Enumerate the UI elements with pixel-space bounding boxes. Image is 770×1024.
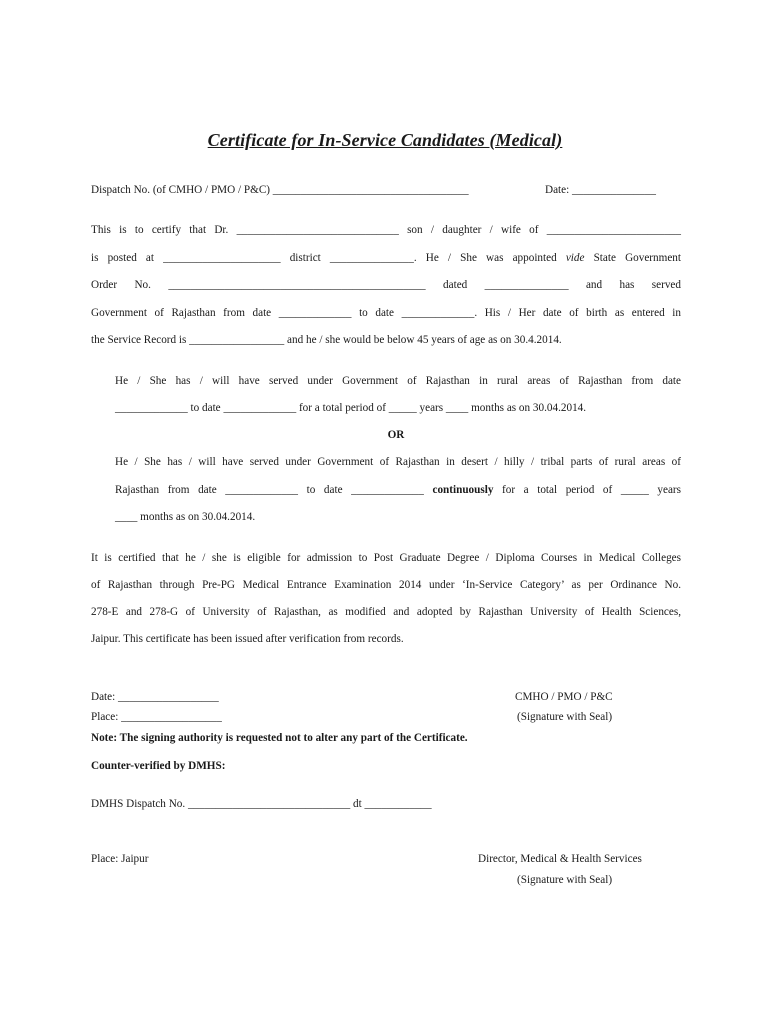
- dmhs-dispatch-line: DMHS Dispatch No. _____________________________ dt ____________: [91, 798, 432, 810]
- sign1-seal: (Signature with Seal): [517, 711, 613, 723]
- sign1-date: Date: __________________: [91, 691, 219, 703]
- desert-continuously: continuously: [432, 484, 494, 496]
- para2-line4: Jaipur. This certificate has been issued after verification from records.: [91, 633, 404, 645]
- counter-verified-heading: Counter-verified by DMHS:: [91, 760, 226, 772]
- para1-line2: [91, 251, 681, 265]
- desert-line2-text: Rajasthan from date _____________ to date _____________: [115, 484, 433, 496]
- para1-line2-text: is posted at _____________________ district _______________. He / She was appointed: [91, 252, 566, 264]
- para1-line2-tail: State Government: [584, 252, 681, 264]
- para1-line1: This is to certify that Dr. _____________________________ son / daughter / wife of ________________________: [91, 224, 681, 236]
- rural-line2: _____________ to date _____________ for a total period of _____ years ____ months as on 30.04.2014.: [115, 402, 587, 414]
- sign2-seal: (Signature with Seal): [517, 874, 613, 886]
- para1-line4: Government of Rajasthan from date _____________ to date _____________. His / Her date of birth as entered in: [91, 307, 681, 319]
- para2-line1: It is certified that he / she is eligible for admission to Post Graduate Degree / Diploma Courses in Medical Colleges: [91, 552, 681, 564]
- dispatch-number-line: Dispatch No. (of CMHO / PMO / P&C) ___________________________________: [91, 184, 469, 196]
- desert-line3: ____ months as on 30.04.2014.: [115, 511, 256, 523]
- sign1-authority: CMHO / PMO / P&C: [515, 691, 613, 703]
- note: Note: The signing authority is requested not to alter any part of the Certificate.: [91, 732, 468, 744]
- para2-line3: 278-E and 278-G of University of Rajasthan, as modified and adopted by Rajasthan University of Health Sciences,: [91, 606, 681, 618]
- desert-line1: He / She has / will have served under Government of Rajasthan in desert / hilly / tribal parts of rural areas of: [115, 456, 681, 468]
- sign2-place: Place: Jaipur: [91, 853, 149, 865]
- certificate-title: Certificate for In-Service Candidates (Medical): [207, 130, 563, 150]
- para1-line5: the Service Record is _________________ and he / she would be below 45 years of age as on 30.4.2014.: [91, 334, 562, 346]
- sign1-place: Place: __________________: [91, 711, 222, 723]
- para1-line3: Order No. ______________________________________________ dated _______________ and has served: [91, 279, 681, 291]
- or-separator: OR: [387, 429, 405, 441]
- para1-vide: vide: [565, 252, 585, 264]
- desert-line2-tail: for a total period of _____ years: [493, 484, 681, 496]
- rural-line1: He / She has / will have served under Government of Rajasthan in rural areas of Rajasthan from date: [115, 375, 681, 387]
- sign2-authority: Director, Medical & Health Services: [478, 853, 642, 865]
- desert-line2: [115, 483, 681, 497]
- dispatch-date: Date: _______________: [545, 184, 656, 196]
- para2-line2: of Rajasthan through Pre-PG Medical Entrance Examination 2014 under ‘In-Service Category’ as per Ordinance No.: [91, 579, 681, 591]
